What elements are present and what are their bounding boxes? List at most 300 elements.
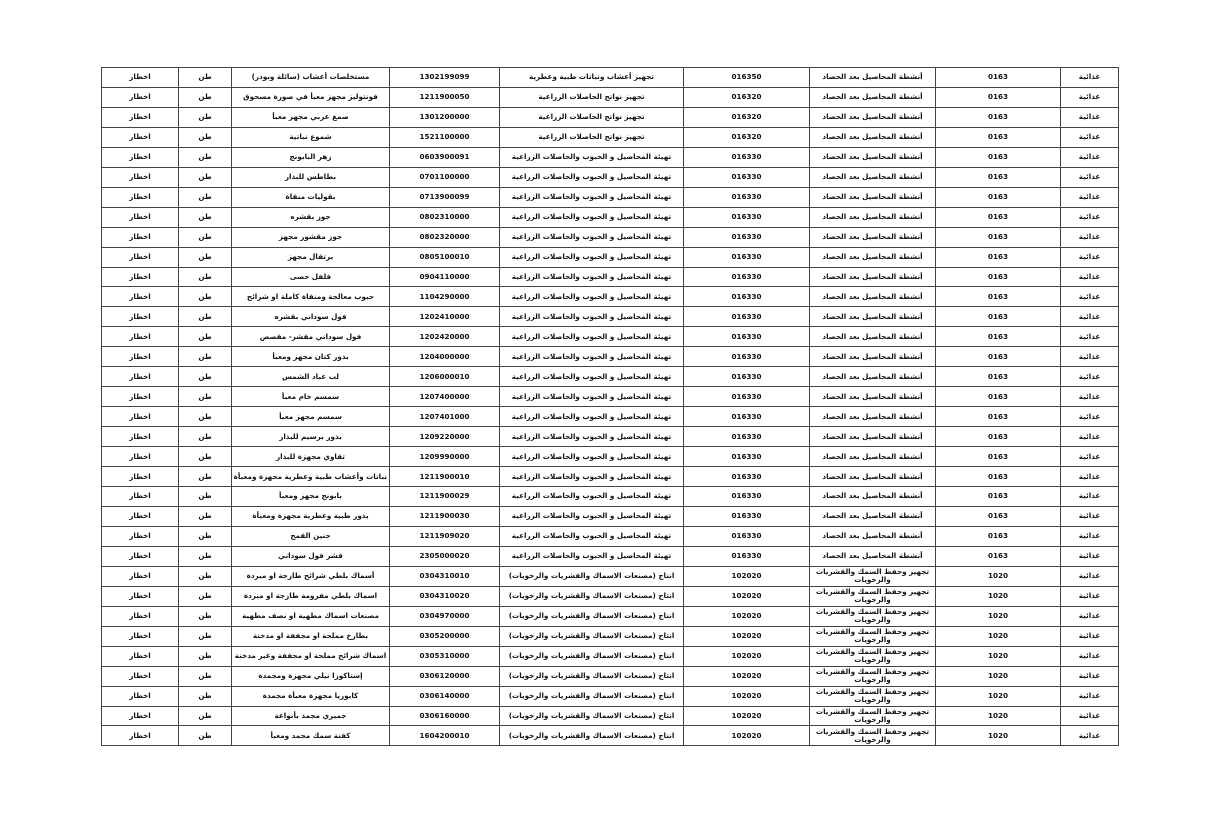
- sector-cell: غذائية: [1061, 367, 1119, 387]
- activity-code-cell: 102020: [684, 606, 810, 626]
- table-row: [102, 546, 1119, 566]
- table-row: [102, 187, 1119, 207]
- unit-cell: طن: [179, 467, 232, 487]
- activity-code-cell: 102020: [684, 626, 810, 646]
- activity-name-cell: تهيئة المحاصيل و الحبوب والحاصلات الزراعية: [500, 427, 684, 447]
- product-cell: جوز بقشره: [232, 207, 390, 227]
- activity-name-cell: تهيئة المحاصيل و الحبوب والحاصلات الزراعية: [500, 447, 684, 467]
- activity-name-cell: انتاج (مصنعات الاسماك والقشريات والرخويات): [500, 646, 684, 666]
- group-code-cell: 1020: [936, 726, 1061, 746]
- group-name-cell: تجهيز وحفظ السمك والقشريات والرخويات: [810, 606, 936, 626]
- group-code-cell: 0163: [936, 467, 1061, 487]
- unit-cell: طن: [179, 267, 232, 287]
- unit-cell: طن: [179, 167, 232, 187]
- sector-cell: غذائية: [1061, 586, 1119, 606]
- hs-code-cell: 0904110000: [390, 267, 500, 287]
- table-row: [102, 87, 1119, 107]
- activity-name-cell: تهيئة المحاصيل و الحبوب والحاصلات الزراعية: [500, 247, 684, 267]
- procedure-cell: اخطار: [102, 227, 179, 247]
- activity-code-cell: 102020: [684, 666, 810, 686]
- sector-cell: غذائية: [1061, 247, 1119, 267]
- procedure-cell: اخطار: [102, 546, 179, 566]
- hs-code-cell: 1104290000: [390, 287, 500, 307]
- unit-cell: طن: [179, 207, 232, 227]
- table-row: [102, 68, 1119, 88]
- group-name-cell: أنشطة المحاصيل بعد الحصاد: [810, 147, 936, 167]
- activity-name-cell: تهيئة المحاصيل و الحبوب والحاصلات الزراعية: [500, 327, 684, 347]
- activity-code-cell: 016330: [684, 526, 810, 546]
- hs-code-cell: 0713900099: [390, 187, 500, 207]
- sector-cell: غذائية: [1061, 187, 1119, 207]
- hs-code-cell: 0306140000: [390, 686, 500, 706]
- table-row: [102, 566, 1119, 586]
- table-row: [102, 387, 1119, 407]
- table-row: [102, 427, 1119, 447]
- activity-code-cell: 016330: [684, 487, 810, 507]
- product-cell: سمسم مجهز معبأ: [232, 407, 390, 427]
- unit-cell: طن: [179, 287, 232, 307]
- activity-name-cell: تهيئة المحاصيل و الحبوب والحاصلات الزراعية: [500, 347, 684, 367]
- product-cell: برتقال مجهز: [232, 247, 390, 267]
- sector-cell: غذائية: [1061, 526, 1119, 546]
- unit-cell: طن: [179, 387, 232, 407]
- sector-cell: غذائية: [1061, 407, 1119, 427]
- hs-code-cell: 1207401000: [390, 407, 500, 427]
- activity-name-cell: تهيئة المحاصيل و الحبوب والحاصلات الزراعية: [500, 467, 684, 487]
- activity-name-cell: تهيئة المحاصيل و الحبوب والحاصلات الزراعية: [500, 387, 684, 407]
- product-cell: بطاطس للبذار: [232, 167, 390, 187]
- product-cell: كفتة سمك مجمد ومعبأ: [232, 726, 390, 746]
- sector-cell: غذائية: [1061, 706, 1119, 726]
- hs-code-cell: 1302199099: [390, 68, 500, 88]
- sector-cell: غذائية: [1061, 726, 1119, 746]
- activity-name-cell: انتاج (مصنعات الاسماك والقشريات والرخويات): [500, 606, 684, 626]
- activity-name-cell: تهيئة المحاصيل و الحبوب والحاصلات الزراعية: [500, 167, 684, 187]
- group-name-cell: أنشطة المحاصيل بعد الحصاد: [810, 107, 936, 127]
- group-code-cell: 0163: [936, 506, 1061, 526]
- procedure-cell: اخطار: [102, 287, 179, 307]
- unit-cell: طن: [179, 546, 232, 566]
- product-cell: نباتات وأعشاب طبية وعطرية مجهزة ومعبأة: [232, 467, 390, 487]
- procedure-cell: اخطار: [102, 68, 179, 88]
- group-code-cell: 0163: [936, 327, 1061, 347]
- hs-code-cell: 0304970000: [390, 606, 500, 626]
- sector-cell: غذائية: [1061, 347, 1119, 367]
- activity-code-cell: 016320: [684, 127, 810, 147]
- group-code-cell: 0163: [936, 167, 1061, 187]
- product-cell: بذور برسيم للبذار: [232, 427, 390, 447]
- group-code-cell: 0163: [936, 347, 1061, 367]
- group-name-cell: تجهيز وحفظ السمك والقشريات والرخويات: [810, 626, 936, 646]
- group-name-cell: أنشطة المحاصيل بعد الحصاد: [810, 167, 936, 187]
- unit-cell: طن: [179, 447, 232, 467]
- product-cell: اسماك شرائح مملحة او مجففة وغير مدخنة: [232, 646, 390, 666]
- table-row: [102, 526, 1119, 546]
- unit-cell: طن: [179, 247, 232, 267]
- table-row: [102, 367, 1119, 387]
- group-code-cell: 1020: [936, 706, 1061, 726]
- activity-name-cell: تجهيز نواتج الحاصلات الزراعية: [500, 107, 684, 127]
- group-code-cell: 1020: [936, 646, 1061, 666]
- product-cell: بذور طبية وعطرية مجهزة ومعبأة: [232, 506, 390, 526]
- group-code-cell: 0163: [936, 107, 1061, 127]
- procedure-cell: اخطار: [102, 586, 179, 606]
- activity-name-cell: تجهيز أعشاب ونباتات طبية وعطرية: [500, 68, 684, 88]
- group-name-cell: أنشطة المحاصيل بعد الحصاد: [810, 187, 936, 207]
- procedure-cell: اخطار: [102, 686, 179, 706]
- activity-code-cell: 016330: [684, 327, 810, 347]
- product-cell: حبوب معالجة ومنقاة كاملة او شرائح: [232, 287, 390, 307]
- hs-code-cell: 0305310000: [390, 646, 500, 666]
- hs-code-cell: 0701100000: [390, 167, 500, 187]
- unit-cell: طن: [179, 127, 232, 147]
- unit-cell: طن: [179, 407, 232, 427]
- sector-cell: غذائية: [1061, 686, 1119, 706]
- hs-code-cell: 0603900091: [390, 147, 500, 167]
- group-name-cell: أنشطة المحاصيل بعد الحصاد: [810, 447, 936, 467]
- product-cell: فول سوداني مقشر- مقصص: [232, 327, 390, 347]
- hs-code-cell: 1211909020: [390, 526, 500, 546]
- activity-name-cell: تهيئة المحاصيل و الحبوب والحاصلات الزراعية: [500, 506, 684, 526]
- unit-cell: طن: [179, 726, 232, 746]
- product-cell: لب عباد الشمس: [232, 367, 390, 387]
- group-code-cell: 0163: [936, 207, 1061, 227]
- unit-cell: طن: [179, 187, 232, 207]
- activity-code-cell: 102020: [684, 706, 810, 726]
- unit-cell: طن: [179, 367, 232, 387]
- group-name-cell: أنشطة المحاصيل بعد الحصاد: [810, 247, 936, 267]
- sector-cell: غذائية: [1061, 467, 1119, 487]
- table-row: [102, 666, 1119, 686]
- procedure-cell: اخطار: [102, 207, 179, 227]
- sector-cell: غذائية: [1061, 87, 1119, 107]
- product-cell: بابونج مجهز ومعبأ: [232, 487, 390, 507]
- sector-cell: غذائية: [1061, 127, 1119, 147]
- activity-code-cell: 016330: [684, 387, 810, 407]
- product-cell: جنين القمح: [232, 526, 390, 546]
- unit-cell: طن: [179, 606, 232, 626]
- group-name-cell: أنشطة المحاصيل بعد الحصاد: [810, 546, 936, 566]
- activity-code-cell: 102020: [684, 686, 810, 706]
- unit-cell: طن: [179, 706, 232, 726]
- product-cell: بقوليات منقاة: [232, 187, 390, 207]
- unit-cell: طن: [179, 227, 232, 247]
- hs-code-cell: 1521100000: [390, 127, 500, 147]
- activity-code-cell: 016330: [684, 227, 810, 247]
- sector-cell: غذائية: [1061, 327, 1119, 347]
- activity-name-cell: تهيئة المحاصيل و الحبوب والحاصلات الزراعية: [500, 407, 684, 427]
- group-code-cell: 0163: [936, 387, 1061, 407]
- hs-code-cell: 1204000000: [390, 347, 500, 367]
- procedure-cell: اخطار: [102, 447, 179, 467]
- activity-code-cell: 016350: [684, 68, 810, 88]
- sector-cell: غذائية: [1061, 107, 1119, 127]
- product-cell: تقاوي مجهزة للبذار: [232, 447, 390, 467]
- group-code-cell: 1020: [936, 606, 1061, 626]
- hs-code-cell: 1604200010: [390, 726, 500, 746]
- unit-cell: طن: [179, 666, 232, 686]
- unit-cell: طن: [179, 307, 232, 327]
- activity-code-cell: 016330: [684, 407, 810, 427]
- unit-cell: طن: [179, 566, 232, 586]
- hs-code-cell: 1202420000: [390, 327, 500, 347]
- group-name-cell: أنشطة المحاصيل بعد الحصاد: [810, 127, 936, 147]
- activity-name-cell: انتاج (مصنعات الاسماك والقشريات والرخويات): [500, 626, 684, 646]
- group-name-cell: أنشطة المحاصيل بعد الحصاد: [810, 526, 936, 546]
- activity-code-cell: 016330: [684, 467, 810, 487]
- unit-cell: طن: [179, 87, 232, 107]
- group-name-cell: أنشطة المحاصيل بعد الحصاد: [810, 407, 936, 427]
- procedure-cell: اخطار: [102, 327, 179, 347]
- group-code-cell: 1020: [936, 666, 1061, 686]
- product-cell: كابوريا مجهزة معبأة مجمدة: [232, 686, 390, 706]
- group-code-cell: 0163: [936, 546, 1061, 566]
- table-row: [102, 447, 1119, 467]
- unit-cell: طن: [179, 107, 232, 127]
- activity-code-cell: 016330: [684, 367, 810, 387]
- activity-code-cell: 016330: [684, 187, 810, 207]
- table-row: [102, 267, 1119, 287]
- product-cell: اسماك بلطي مفرومة طازجة او مبردة: [232, 586, 390, 606]
- activity-name-cell: تهيئة المحاصيل و الحبوب والحاصلات الزراعية: [500, 207, 684, 227]
- table-row: [102, 287, 1119, 307]
- group-name-cell: تجهيز وحفظ السمك والقشريات والرخويات: [810, 726, 936, 746]
- table-row: [102, 726, 1119, 746]
- unit-cell: طن: [179, 686, 232, 706]
- group-code-cell: 0163: [936, 247, 1061, 267]
- activity-name-cell: انتاج (مصنعات الاسماك والقشريات والرخويات): [500, 686, 684, 706]
- hs-code-cell: 1211900050: [390, 87, 500, 107]
- unit-cell: طن: [179, 586, 232, 606]
- product-cell: فول سوداني بقشره: [232, 307, 390, 327]
- activity-name-cell: تهيئة المحاصيل و الحبوب والحاصلات الزراعية: [500, 307, 684, 327]
- group-name-cell: أنشطة المحاصيل بعد الحصاد: [810, 487, 936, 507]
- activity-code-cell: 016330: [684, 247, 810, 267]
- procedure-cell: اخطار: [102, 506, 179, 526]
- group-code-cell: 0163: [936, 427, 1061, 447]
- group-code-cell: 0163: [936, 526, 1061, 546]
- table-row: [102, 227, 1119, 247]
- hs-code-cell: 0805100010: [390, 247, 500, 267]
- sector-cell: غذائية: [1061, 427, 1119, 447]
- hs-code-cell: 1202410000: [390, 307, 500, 327]
- hs-code-cell: 0802320000: [390, 227, 500, 247]
- sector-cell: غذائية: [1061, 447, 1119, 467]
- table-row: [102, 167, 1119, 187]
- activity-name-cell: انتاج (مصنعات الاسماك والقشريات والرخويات): [500, 586, 684, 606]
- procedure-cell: اخطار: [102, 706, 179, 726]
- unit-cell: طن: [179, 526, 232, 546]
- group-name-cell: أنشطة المحاصيل بعد الحصاد: [810, 68, 936, 88]
- hs-code-cell: 1209990000: [390, 447, 500, 467]
- group-code-cell: 0163: [936, 227, 1061, 247]
- hs-code-cell: 0305200000: [390, 626, 500, 646]
- table-row: [102, 586, 1119, 606]
- hs-code-cell: 1211900029: [390, 487, 500, 507]
- activity-name-cell: انتاج (مصنعات الاسماك والقشريات والرخويات): [500, 666, 684, 686]
- table-row: [102, 467, 1119, 487]
- procedure-cell: اخطار: [102, 307, 179, 327]
- activity-code-cell: 016330: [684, 267, 810, 287]
- group-name-cell: أنشطة المحاصيل بعد الحصاد: [810, 87, 936, 107]
- table-row: [102, 487, 1119, 507]
- activity-code-cell: 016330: [684, 307, 810, 327]
- activity-code-cell: 102020: [684, 646, 810, 666]
- group-name-cell: تجهيز وحفظ السمك والقشريات والرخويات: [810, 686, 936, 706]
- sector-cell: غذائية: [1061, 506, 1119, 526]
- activity-name-cell: انتاج (مصنعات الاسماك والقشريات والرخويات): [500, 706, 684, 726]
- procedure-cell: اخطار: [102, 267, 179, 287]
- table-row: [102, 107, 1119, 127]
- activity-code-cell: 016330: [684, 147, 810, 167]
- product-cell: بذور كتان مجهز ومعبأ: [232, 347, 390, 367]
- sector-cell: غذائية: [1061, 566, 1119, 586]
- group-code-cell: 0163: [936, 367, 1061, 387]
- table-row: [102, 147, 1119, 167]
- sector-cell: غذائية: [1061, 646, 1119, 666]
- sector-cell: غذائية: [1061, 487, 1119, 507]
- product-cell: فونتوليز مجهز معبأ في صورة مسحوق: [232, 87, 390, 107]
- activity-name-cell: انتاج (مصنعات الاسماك والقشريات والرخويات): [500, 726, 684, 746]
- activity-code-cell: 102020: [684, 566, 810, 586]
- group-code-cell: 0163: [936, 307, 1061, 327]
- unit-cell: طن: [179, 646, 232, 666]
- table-row: [102, 347, 1119, 367]
- sector-cell: غذائية: [1061, 387, 1119, 407]
- procedure-cell: اخطار: [102, 407, 179, 427]
- product-cell: زهر البابونج: [232, 147, 390, 167]
- product-cell: صمغ عربي مجهز معبأ: [232, 107, 390, 127]
- group-code-cell: 0163: [936, 287, 1061, 307]
- group-name-cell: أنشطة المحاصيل بعد الحصاد: [810, 387, 936, 407]
- activity-code-cell: 016320: [684, 107, 810, 127]
- procedure-cell: اخطار: [102, 187, 179, 207]
- table-row: [102, 506, 1119, 526]
- procedure-cell: اخطار: [102, 387, 179, 407]
- procedure-cell: اخطار: [102, 726, 179, 746]
- group-name-cell: أنشطة المحاصيل بعد الحصاد: [810, 227, 936, 247]
- procedure-cell: اخطار: [102, 487, 179, 507]
- group-name-cell: أنشطة المحاصيل بعد الحصاد: [810, 367, 936, 387]
- activity-code-cell: 102020: [684, 726, 810, 746]
- unit-cell: طن: [179, 626, 232, 646]
- table-row: [102, 127, 1119, 147]
- sector-cell: غذائية: [1061, 227, 1119, 247]
- procedure-cell: اخطار: [102, 347, 179, 367]
- activity-name-cell: تجهيز نواتج الحاصلات الزراعية: [500, 127, 684, 147]
- group-name-cell: تجهيز وحفظ السمك والقشريات والرخويات: [810, 566, 936, 586]
- hs-code-cell: 1206000010: [390, 367, 500, 387]
- activity-name-cell: تهيئة المحاصيل و الحبوب والحاصلات الزراعية: [500, 526, 684, 546]
- group-code-cell: 0163: [936, 487, 1061, 507]
- hs-code-cell: 1211900010: [390, 467, 500, 487]
- group-name-cell: تجهيز وحفظ السمك والقشريات والرخويات: [810, 706, 936, 726]
- product-cell: قشر فول سوداني: [232, 546, 390, 566]
- activity-name-cell: تهيئة المحاصيل و الحبوب والحاصلات الزراعية: [500, 367, 684, 387]
- sector-cell: غذائية: [1061, 147, 1119, 167]
- group-name-cell: تجهيز وحفظ السمك والقشريات والرخويات: [810, 646, 936, 666]
- sector-cell: غذائية: [1061, 287, 1119, 307]
- unit-cell: طن: [179, 147, 232, 167]
- hs-code-cell: 1207400000: [390, 387, 500, 407]
- product-cell: مصنعات اسماك مطهية او نصف مطهية: [232, 606, 390, 626]
- product-cell: جوز مقشور مجهز: [232, 227, 390, 247]
- activity-name-cell: انتاج (مصنعات الاسماك والقشريات والرخويات): [500, 566, 684, 586]
- hs-code-cell: 0304310020: [390, 586, 500, 606]
- procedure-cell: اخطار: [102, 247, 179, 267]
- procedure-cell: اخطار: [102, 167, 179, 187]
- group-name-cell: تجهيز وحفظ السمك والقشريات والرخويات: [810, 586, 936, 606]
- group-code-cell: 0163: [936, 87, 1061, 107]
- sector-cell: غذائية: [1061, 546, 1119, 566]
- group-code-cell: 0163: [936, 187, 1061, 207]
- procedure-cell: اخطار: [102, 666, 179, 686]
- group-name-cell: أنشطة المحاصيل بعد الحصاد: [810, 327, 936, 347]
- procedure-cell: اخطار: [102, 626, 179, 646]
- table-row: [102, 327, 1119, 347]
- procedure-cell: اخطار: [102, 646, 179, 666]
- unit-cell: طن: [179, 347, 232, 367]
- sector-cell: غذائية: [1061, 68, 1119, 88]
- unit-cell: طن: [179, 487, 232, 507]
- product-cell: بطارخ مملحة او مجففة او مدخنة: [232, 626, 390, 646]
- procedure-cell: اخطار: [102, 367, 179, 387]
- activity-name-cell: تهيئة المحاصيل و الحبوب والحاصلات الزراعية: [500, 267, 684, 287]
- activity-name-cell: تهيئة المحاصيل و الحبوب والحاصلات الزراعية: [500, 227, 684, 247]
- hs-code-cell: 0306120000: [390, 666, 500, 686]
- activity-code-cell: 016330: [684, 546, 810, 566]
- unit-cell: طن: [179, 327, 232, 347]
- activity-name-cell: تهيئة المحاصيل و الحبوب والحاصلات الزراعية: [500, 546, 684, 566]
- procedure-cell: اخطار: [102, 566, 179, 586]
- group-code-cell: 0163: [936, 267, 1061, 287]
- hs-code-cell: 1301200000: [390, 107, 500, 127]
- product-cell: شموع نباتية: [232, 127, 390, 147]
- sector-cell: غذائية: [1061, 606, 1119, 626]
- activity-name-cell: تجهيز نواتج الحاصلات الزراعية: [500, 87, 684, 107]
- table-row: [102, 407, 1119, 427]
- group-code-cell: 1020: [936, 626, 1061, 646]
- group-name-cell: أنشطة المحاصيل بعد الحصاد: [810, 267, 936, 287]
- activity-name-cell: تهيئة المحاصيل و الحبوب والحاصلات الزراعية: [500, 187, 684, 207]
- activity-code-cell: 016330: [684, 287, 810, 307]
- product-cell: جمبري مجمد بأنواعة: [232, 706, 390, 726]
- group-code-cell: 0163: [936, 407, 1061, 427]
- activities-table: [101, 67, 1119, 746]
- group-code-cell: 1020: [936, 566, 1061, 586]
- product-cell: فلفل حصى: [232, 267, 390, 287]
- group-code-cell: 0163: [936, 147, 1061, 167]
- hs-code-cell: 0306160000: [390, 706, 500, 726]
- activity-code-cell: 016330: [684, 207, 810, 227]
- group-code-cell: 0163: [936, 127, 1061, 147]
- unit-cell: طن: [179, 68, 232, 88]
- table-row: [102, 247, 1119, 267]
- table-row: [102, 207, 1119, 227]
- group-name-cell: أنشطة المحاصيل بعد الحصاد: [810, 287, 936, 307]
- table-row: [102, 686, 1119, 706]
- activity-name-cell: تهيئة المحاصيل و الحبوب والحاصلات الزراعية: [500, 487, 684, 507]
- group-name-cell: أنشطة المحاصيل بعد الحصاد: [810, 506, 936, 526]
- procedure-cell: اخطار: [102, 127, 179, 147]
- table-row: [102, 706, 1119, 726]
- activity-code-cell: 016330: [684, 427, 810, 447]
- group-code-cell: 0163: [936, 68, 1061, 88]
- activity-code-cell: 102020: [684, 586, 810, 606]
- hs-code-cell: 0802310000: [390, 207, 500, 227]
- group-code-cell: 1020: [936, 686, 1061, 706]
- hs-code-cell: 1209220000: [390, 427, 500, 447]
